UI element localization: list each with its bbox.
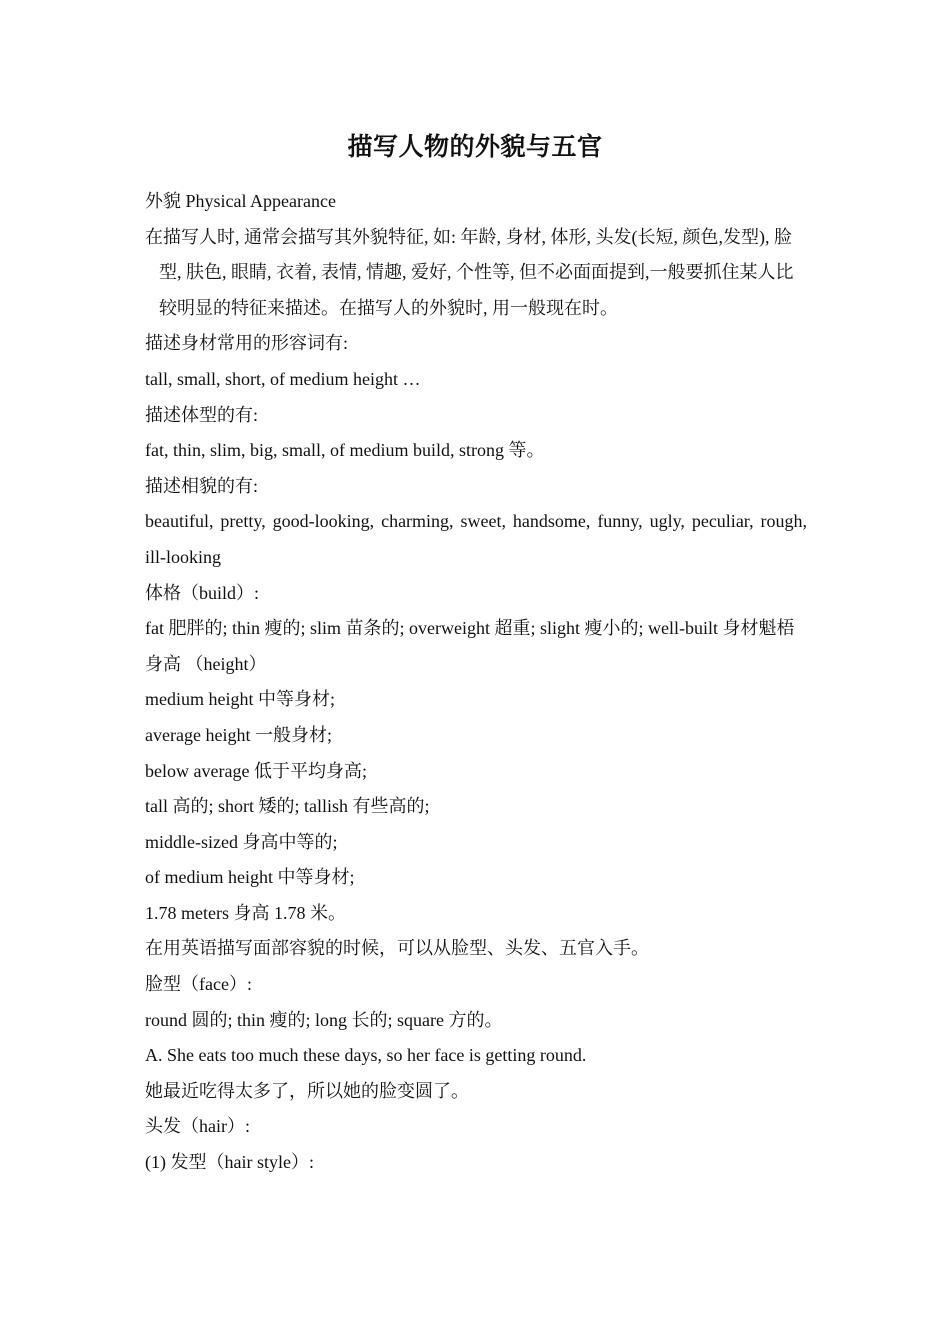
paragraph: 身高 （height）: [145, 653, 267, 674]
paragraph: fat 肥胖的; thin 瘦的; slim 苗条的; overweight 超重; slight 瘦小的; well-built 身材魁梧: [145, 618, 795, 639]
paragraph: 在描写人时, 通常会描写其外貌特征, 如: 年龄, 身材, 体形, 头发(长短, 颜色,发型), 脸型, 肤色, 眼睛, 衣着, 表情, 情趣, 爱好, 个性等, 但不必面面提到,一般要抓住某人比较明显的特征来描述。在描写人的外貌时, 用一般现在时。: [145, 226, 794, 318]
paragraph: 体格（build）:: [145, 582, 260, 603]
paragraph: 描述身材常用的形容词有:: [145, 333, 348, 354]
paragraph: 她最近吃得太多了，所以她的脸变圆了。: [145, 1080, 469, 1101]
paragraph: middle-sized 身高中等的;: [145, 831, 338, 852]
paragraph: fat, thin, slim, big, small, of medium build, strong 等。: [145, 440, 545, 461]
paragraph: medium height 中等身材;: [145, 689, 335, 710]
paragraph: A. She eats too much these days, so her face is getting round.: [145, 1045, 587, 1066]
paragraph: 描述相貌的有:: [145, 475, 259, 496]
document-body: [145, 184, 807, 1181]
paragraph: 头发（hair）:: [145, 1116, 250, 1137]
paragraph: 1.78 meters 身高 1.78 米。: [145, 902, 346, 923]
paragraph: average height 一般身材;: [145, 724, 332, 745]
paragraph: 脸型（face）:: [145, 974, 252, 995]
paragraph: below average 低于平均身高;: [145, 760, 367, 781]
paragraph: round 圆的; thin 瘦的; long 长的; square 方的。: [145, 1009, 503, 1030]
paragraph: (1) 发型（hair style）:: [145, 1152, 314, 1173]
section-heading: 外貌 Physical Appearance: [145, 191, 336, 211]
paragraph: beautiful, pretty, good-looking, charming, sweet, handsome, funny, ugly, peculiar, rough, ill-looking: [145, 511, 807, 567]
paragraph: tall, small, short, of medium height …: [145, 368, 421, 389]
paragraph: tall 高的; short 矮的; tallish 有些高的;: [145, 796, 430, 817]
paragraph: 在用英语描写面部容貌的时候，可以从脸型、头发、五官入手。: [145, 938, 649, 959]
document-title: 描写人物的外貌与五官: [347, 134, 603, 161]
paragraph: of medium height 中等身材;: [145, 867, 355, 888]
paragraph: 描述体型的有:: [145, 404, 259, 425]
